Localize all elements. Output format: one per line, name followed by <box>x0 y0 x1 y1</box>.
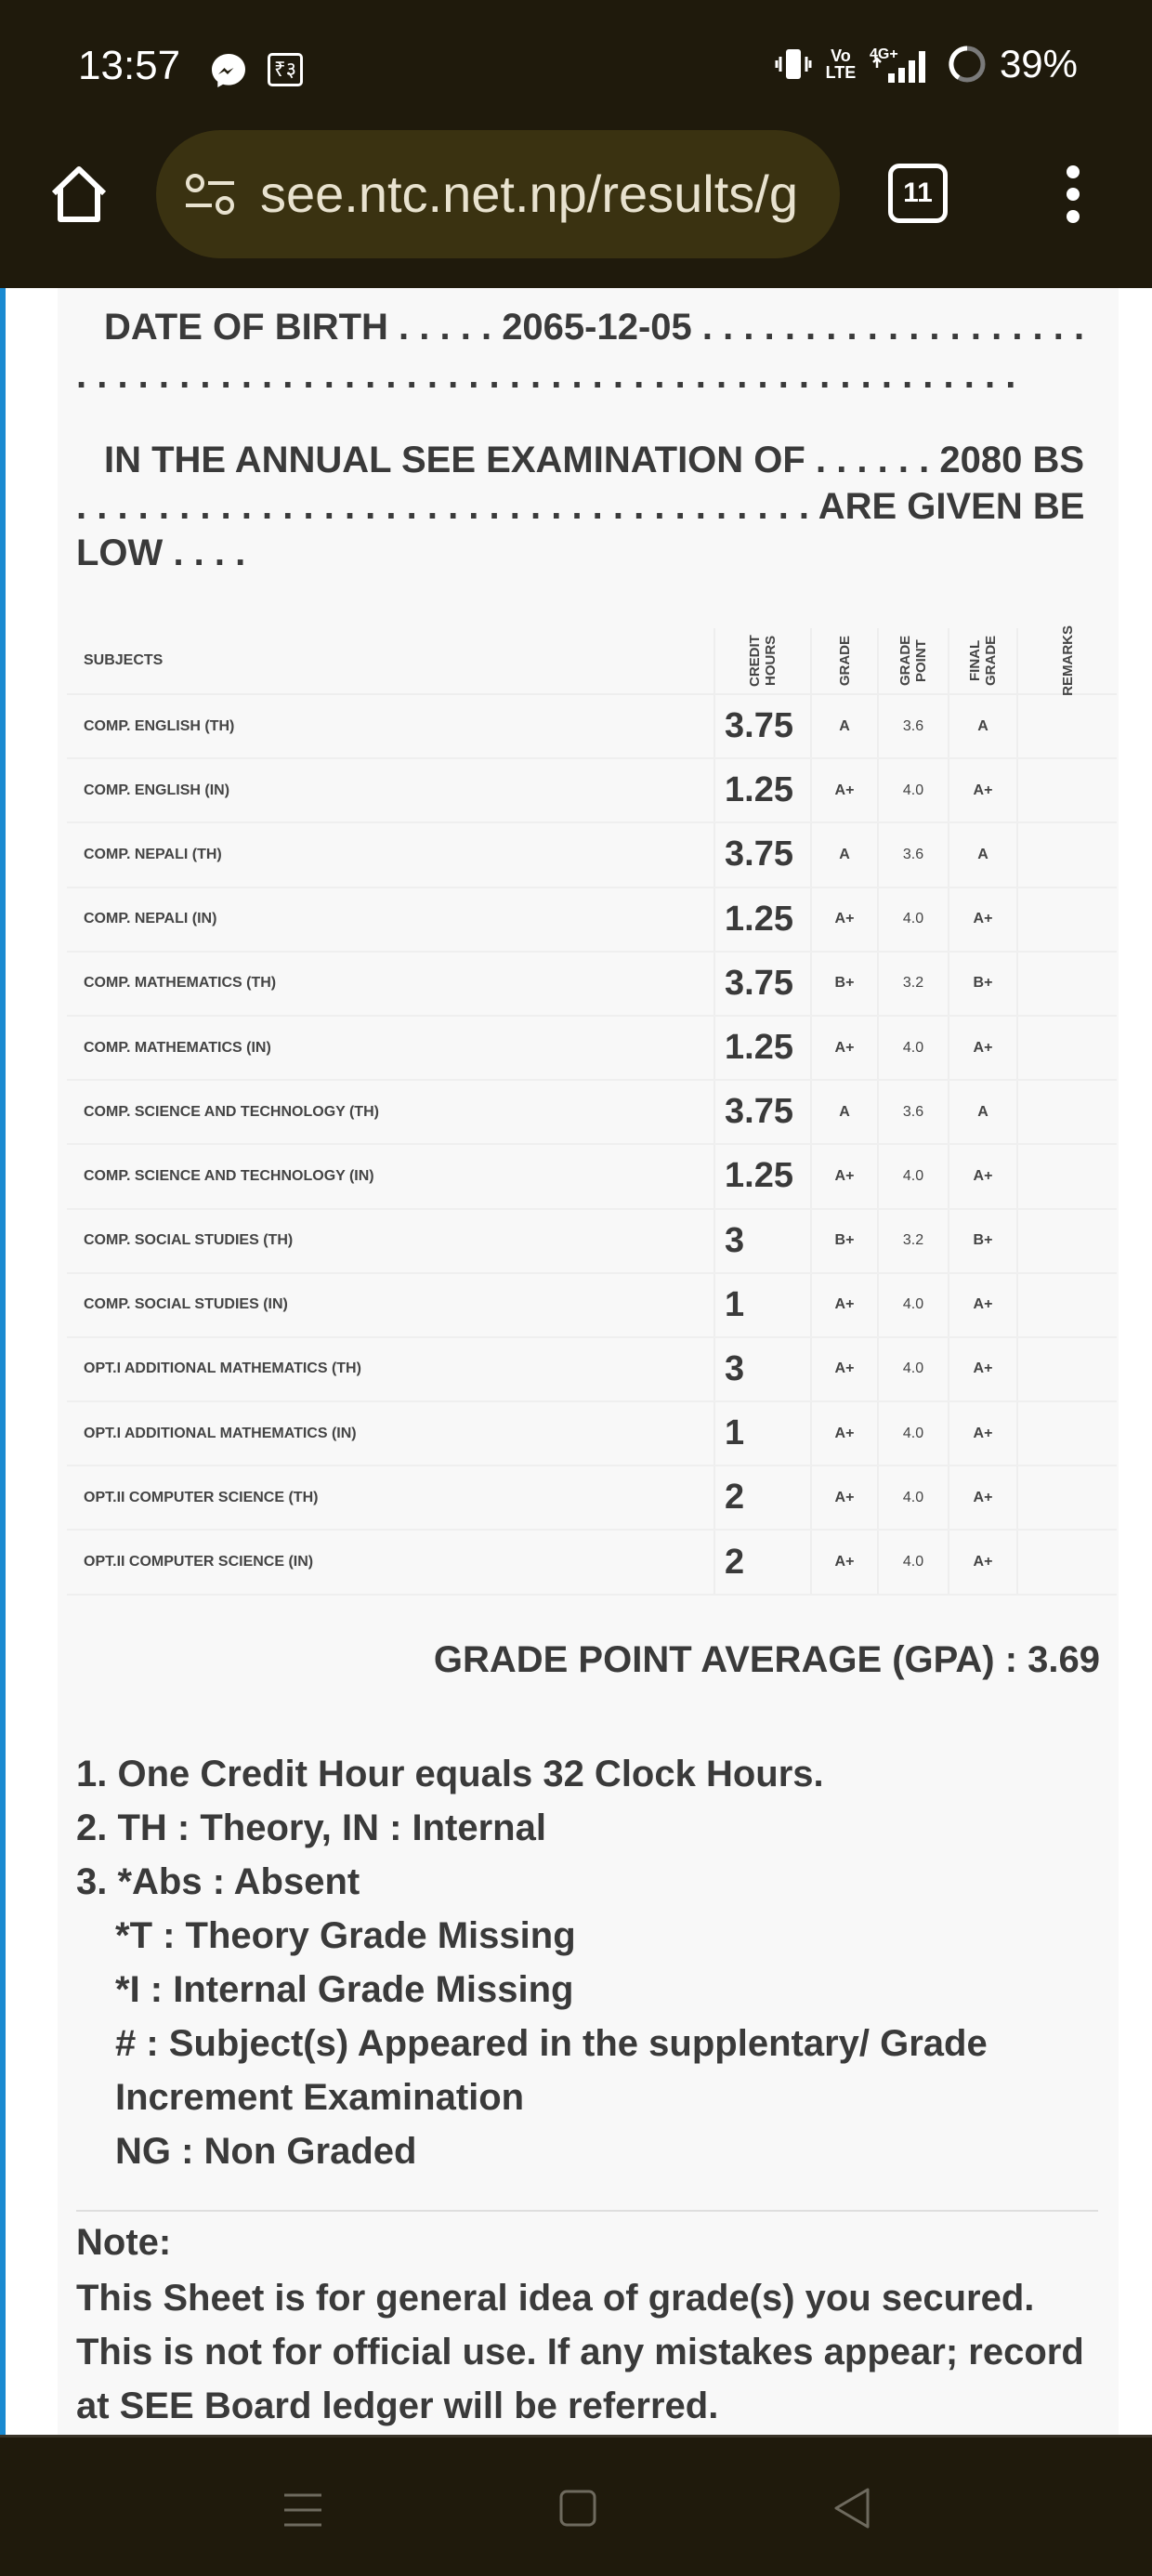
address-bar[interactable] <box>156 130 840 258</box>
final-grade-cell: A <box>949 695 1018 757</box>
nav-back-icon[interactable] <box>831 2486 873 2530</box>
grade-point-cell: 4.0 <box>879 1274 949 1336</box>
result-sheet <box>58 288 1119 2435</box>
exam-text: IN THE ANNUAL SEE EXAMINATION OF <box>104 440 805 480</box>
note-item: # : Subject(s) Appeared in the supplentary/ Grade Increment Examination <box>115 2023 988 2118</box>
grade-point-cell: 3.2 <box>879 953 949 1015</box>
final-grade-cell: A+ <box>949 759 1018 821</box>
header-grade <box>812 628 879 693</box>
credit-hours-cell: 1.25 <box>715 1145 812 1207</box>
recent-apps-icon[interactable] <box>282 2490 323 2530</box>
rupee-icon: ₹३ <box>268 53 303 86</box>
home-icon[interactable] <box>46 162 111 227</box>
grade-point-cell: 4.0 <box>879 1466 949 1529</box>
table-row <box>67 888 1117 953</box>
grade-cell: B+ <box>812 1210 879 1272</box>
grade-point-cell: 3.6 <box>879 823 949 886</box>
note-item: 1. One Credit Hour equals 32 Clock Hours. <box>76 1754 824 1794</box>
signal-icon <box>870 44 935 85</box>
web-content[interactable] <box>0 288 1152 2435</box>
final-grade-cell: A+ <box>949 888 1018 951</box>
grade-point-cell: 4.0 <box>879 1145 949 1207</box>
remarks-cell <box>1018 1017 1117 1079</box>
status-indicators <box>775 41 1078 87</box>
note-item: 3. *Abs : Absent <box>76 1861 360 1902</box>
header-credit-hours-label: CREDIT HOURS <box>747 635 779 687</box>
header-grade-label: GRADE <box>836 635 853 687</box>
table-row <box>67 1531 1117 1595</box>
grade-cell: A+ <box>812 888 879 951</box>
subject-cell: COMP. MATHEMATICS (IN) <box>67 1017 715 1079</box>
grade-cell: A <box>812 823 879 886</box>
table-row <box>67 1274 1117 1338</box>
credit-hours-cell: 2 <box>715 1466 812 1529</box>
credit-hours-cell: 1.25 <box>715 1017 812 1079</box>
grade-point-cell: 4.0 <box>879 1531 949 1593</box>
note-heading: Note: <box>76 2222 172 2263</box>
final-grade-cell: A+ <box>949 1466 1018 1529</box>
table-body <box>67 695 1117 1596</box>
remarks-cell <box>1018 823 1117 886</box>
note-item: 2. TH : Theory, IN : Internal <box>76 1807 546 1848</box>
note-item: *I : Internal Grade Missing <box>115 1969 574 2010</box>
status-time: 13:57 <box>78 43 181 88</box>
table-row <box>67 953 1117 1017</box>
remarks-cell <box>1018 1081 1117 1143</box>
grade-cell: A+ <box>812 1017 879 1079</box>
remarks-cell <box>1018 1145 1117 1207</box>
table-row <box>67 1466 1117 1531</box>
table-row <box>67 823 1117 887</box>
subject-cell: COMP. SOCIAL STUDIES (TH) <box>67 1210 715 1272</box>
header-final-grade-label: FINAL GRADE <box>967 635 999 687</box>
note-item: *T : Theory Grade Missing <box>115 1915 576 1956</box>
credit-hours-cell: 1.25 <box>715 888 812 951</box>
dob-dots-after: . . . . . . . . . . . . . . . . . . . . . . . . . . . . . . . . . . . . . . . . . . . . . . . . . . . . . . . . . . . . . . . . . <box>76 307 1085 396</box>
system-nav-bar <box>0 2435 1152 2576</box>
exam-dots: . . . . . . <box>815 440 930 480</box>
final-grade-cell: A <box>949 1081 1018 1143</box>
grade-point-cell: 3.2 <box>879 1210 949 1272</box>
final-grade-cell: A+ <box>949 1402 1018 1465</box>
credit-hours-cell: 1 <box>715 1402 812 1465</box>
header-grade-point <box>879 628 949 693</box>
dob-value: 2065-12-05 <box>502 307 692 348</box>
final-grade-cell: A+ <box>949 1274 1018 1336</box>
subject-cell: OPT.II COMPUTER SCIENCE (IN) <box>67 1531 715 1593</box>
grade-table <box>67 625 1117 1596</box>
subject-cell: COMP. SCIENCE AND TECHNOLOGY (IN) <box>67 1145 715 1207</box>
credit-hours-cell: 3.75 <box>715 1081 812 1143</box>
browser-toolbar <box>0 130 1152 288</box>
final-grade-cell: A+ <box>949 1338 1018 1400</box>
subject-cell: OPT.I ADDITIONAL MATHEMATICS (IN) <box>67 1402 715 1465</box>
header-final-grade <box>949 628 1018 693</box>
header-remarks-label: REMARKS <box>1059 625 1076 696</box>
credit-hours-cell: 3 <box>715 1338 812 1400</box>
subject-cell: OPT.I ADDITIONAL MATHEMATICS (TH) <box>67 1338 715 1400</box>
more-menu-icon[interactable] <box>1059 164 1087 225</box>
grade-cell: A <box>812 1081 879 1143</box>
header-credit-hours <box>715 628 812 693</box>
network-type: 4G+ <box>869 46 898 62</box>
table-header <box>67 625 1117 696</box>
subject-cell: COMP. SCIENCE AND TECHNOLOGY (TH) <box>67 1081 715 1143</box>
exam-dots-after: . . . . . . . . . . . . . . . . . . . . . . . . . . . . . . . . . . . . <box>76 486 810 527</box>
grade-cell: A+ <box>812 1274 879 1336</box>
final-grade-cell: B+ <box>949 953 1018 1015</box>
remarks-cell <box>1018 759 1117 821</box>
subject-cell: COMP. ENGLISH (IN) <box>67 759 715 821</box>
credit-hours-cell: 2 <box>715 1531 812 1593</box>
grade-cell: B+ <box>812 953 879 1015</box>
gpa-summary: GRADE POINT AVERAGE (GPA) : 3.69 <box>433 1639 1100 1680</box>
table-row <box>67 1338 1117 1402</box>
notes-divider <box>76 2210 1098 2212</box>
grade-cell: A+ <box>812 759 879 821</box>
given-below: ARE GIVEN BELOW <box>76 486 1085 573</box>
remarks-cell <box>1018 695 1117 757</box>
battery-level: 39% <box>999 42 1078 85</box>
grade-point-cell: 3.6 <box>879 1081 949 1143</box>
table-row <box>67 1210 1117 1274</box>
subject-cell: COMP. NEPALI (TH) <box>67 823 715 886</box>
credit-hours-cell: 1 <box>715 1274 812 1336</box>
grade-point-cell: 4.0 <box>879 759 949 821</box>
grade-cell: A <box>812 695 879 757</box>
battery-icon <box>948 45 987 84</box>
credit-hours-cell: 3 <box>715 1210 812 1272</box>
grade-point-cell: 3.6 <box>879 695 949 757</box>
remarks-cell <box>1018 1210 1117 1272</box>
tab-switcher-button[interactable]: 11 <box>888 164 948 223</box>
dob-dots: . . . . . <box>399 307 492 348</box>
remarks-cell <box>1018 1402 1117 1465</box>
table-row <box>67 695 1117 759</box>
grade-point-cell: 4.0 <box>879 1017 949 1079</box>
final-grade-cell: A <box>949 823 1018 886</box>
grade-point-cell: 4.0 <box>879 1402 949 1465</box>
table-row <box>67 1081 1117 1145</box>
subject-cell: COMP. SOCIAL STUDIES (IN) <box>67 1274 715 1336</box>
volte-bottom: LTE <box>825 63 857 82</box>
date-of-birth <box>76 303 1098 400</box>
header-remarks <box>1018 625 1117 696</box>
grade-cell: A+ <box>812 1531 879 1593</box>
exam-statement <box>76 437 1098 576</box>
site-settings-icon[interactable] <box>184 172 236 217</box>
credit-hours-cell: 3.75 <box>715 953 812 1015</box>
header-grade-point-label: GRADE POINT <box>897 635 929 687</box>
remarks-cell <box>1018 1338 1117 1400</box>
grade-point-cell: 4.0 <box>879 888 949 951</box>
remarks-cell <box>1018 953 1117 1015</box>
left-accent-stripe <box>0 288 6 2435</box>
messenger-icon <box>210 52 247 89</box>
subject-cell: OPT.II COMPUTER SCIENCE (TH) <box>67 1466 715 1529</box>
note-item: NG : Non Graded <box>115 2131 417 2172</box>
grade-cell: A+ <box>812 1466 879 1529</box>
credit-hours-cell: 3.75 <box>715 695 812 757</box>
vibrate-icon <box>775 46 812 83</box>
final-grade-cell: B+ <box>949 1210 1018 1272</box>
nav-home-icon[interactable] <box>557 2488 598 2529</box>
remarks-cell <box>1018 1531 1117 1593</box>
status-bar <box>0 0 1152 130</box>
subject-cell: COMP. MATHEMATICS (TH) <box>67 953 715 1015</box>
remarks-cell <box>1018 1274 1117 1336</box>
table-row <box>67 1145 1117 1209</box>
note-text: This Sheet is for general idea of grade(s) you secured. This is not for official use. If any mistakes appear; record at SEE Board ledger will be referred. <box>76 2278 1084 2426</box>
credit-hours-cell: 1.25 <box>715 759 812 821</box>
final-grade-cell: A+ <box>949 1145 1018 1207</box>
grade-cell: A+ <box>812 1338 879 1400</box>
dob-label: DATE OF BIRTH <box>104 307 388 348</box>
table-row <box>67 1017 1117 1081</box>
subject-cell: COMP. ENGLISH (TH) <box>67 695 715 757</box>
volte-indicator <box>825 47 857 81</box>
remarks-cell <box>1018 888 1117 951</box>
subject-cell: COMP. NEPALI (IN) <box>67 888 715 951</box>
given-dots: . . . . <box>173 532 246 573</box>
grade-point-cell: 4.0 <box>879 1338 949 1400</box>
credit-hours-cell: 3.75 <box>715 823 812 886</box>
exam-year: 2080 BS <box>939 440 1085 480</box>
grade-cell: A+ <box>812 1145 879 1207</box>
grade-cell: A+ <box>812 1402 879 1465</box>
notes-list <box>76 1747 1098 2178</box>
header-subjects: SUBJECTS <box>67 628 715 693</box>
table-row <box>67 1402 1117 1466</box>
volte-top: Vo <box>831 46 851 65</box>
url-text[interactable]: see.ntc.net.np/results/g <box>260 164 799 223</box>
final-grade-cell: A+ <box>949 1531 1018 1593</box>
table-row <box>67 759 1117 823</box>
final-grade-cell: A+ <box>949 1017 1018 1079</box>
remarks-cell <box>1018 1466 1117 1529</box>
